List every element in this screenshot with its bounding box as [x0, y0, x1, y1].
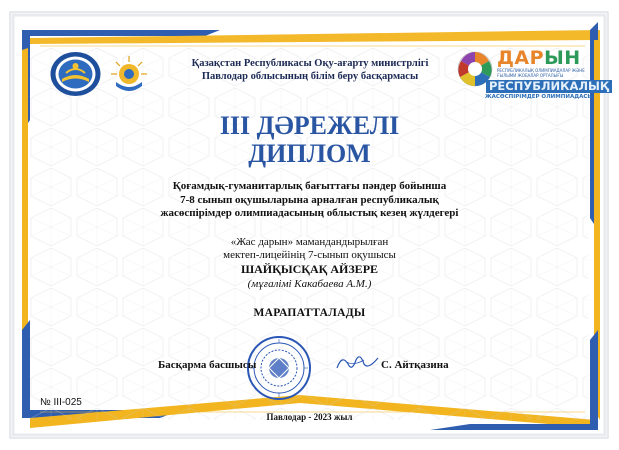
signatory-title: Басқарма басшысы — [158, 359, 257, 371]
school-info — [100, 236, 519, 261]
award-description — [100, 180, 519, 221]
teacher-name: (мұғалімі Какабаева А.М.) — [247, 278, 372, 290]
degree-title: III ДӘРЕЖЕЛІ — [219, 111, 400, 140]
description-line: 7-8 сынып оқушыларына арналған республикалық — [180, 193, 439, 206]
ministry-header — [150, 57, 470, 83]
signature-scribble-icon — [334, 350, 382, 374]
recipient-name: ШАЙҚЫСҚАҚ АЙЗЕРЕ — [240, 262, 379, 276]
signatory-name: С. Айтқазина — [381, 359, 449, 371]
diploma-number: № III-025 — [40, 397, 82, 408]
ministry-line: Қазақстан Республикасы Оқу-ағарту министрлігі — [191, 58, 429, 69]
daryn-logo-small-text: РЕСПУБЛИКАЛЫҚ ОЛИМПИАДАЛАР ЖӘНЕ ҒЫЛЫМИ ЖОБАЛАР ОРТАЛЫҒЫ — [497, 68, 585, 78]
department-line: Павлодар облысының білім беру басқармасы — [201, 71, 419, 82]
diploma-title: ДИПЛОМ — [248, 139, 371, 168]
sun-emblem-icon — [108, 52, 150, 96]
place-and-year: Павлодар - 2023 жыл — [266, 412, 353, 422]
olympiad-subtitle: ЖАСӨСПІРІМДЕР ОЛИМПИАДАСЫ — [484, 94, 594, 100]
description-line: Қоғамдық-гуманитарлық бағыттағы пәндер бойынша — [172, 180, 447, 192]
ministry-emblem-icon — [48, 49, 103, 99]
school-line: мектеп-лицейінің 7-сынып оқушысы — [223, 248, 396, 261]
republic-label: РЕСПУБЛИКАЛЫҚ — [486, 80, 612, 93]
awarded-label: МАРАПАТТАЛАДЫ — [253, 307, 366, 319]
school-line: «Жас дарын» мамандандырылған — [230, 236, 389, 248]
description-line: жасөспірімдер олимпиадасының облыстық кезең жүлдегері — [160, 207, 459, 219]
daryn-logo-word: ДАРЫН — [497, 47, 581, 69]
